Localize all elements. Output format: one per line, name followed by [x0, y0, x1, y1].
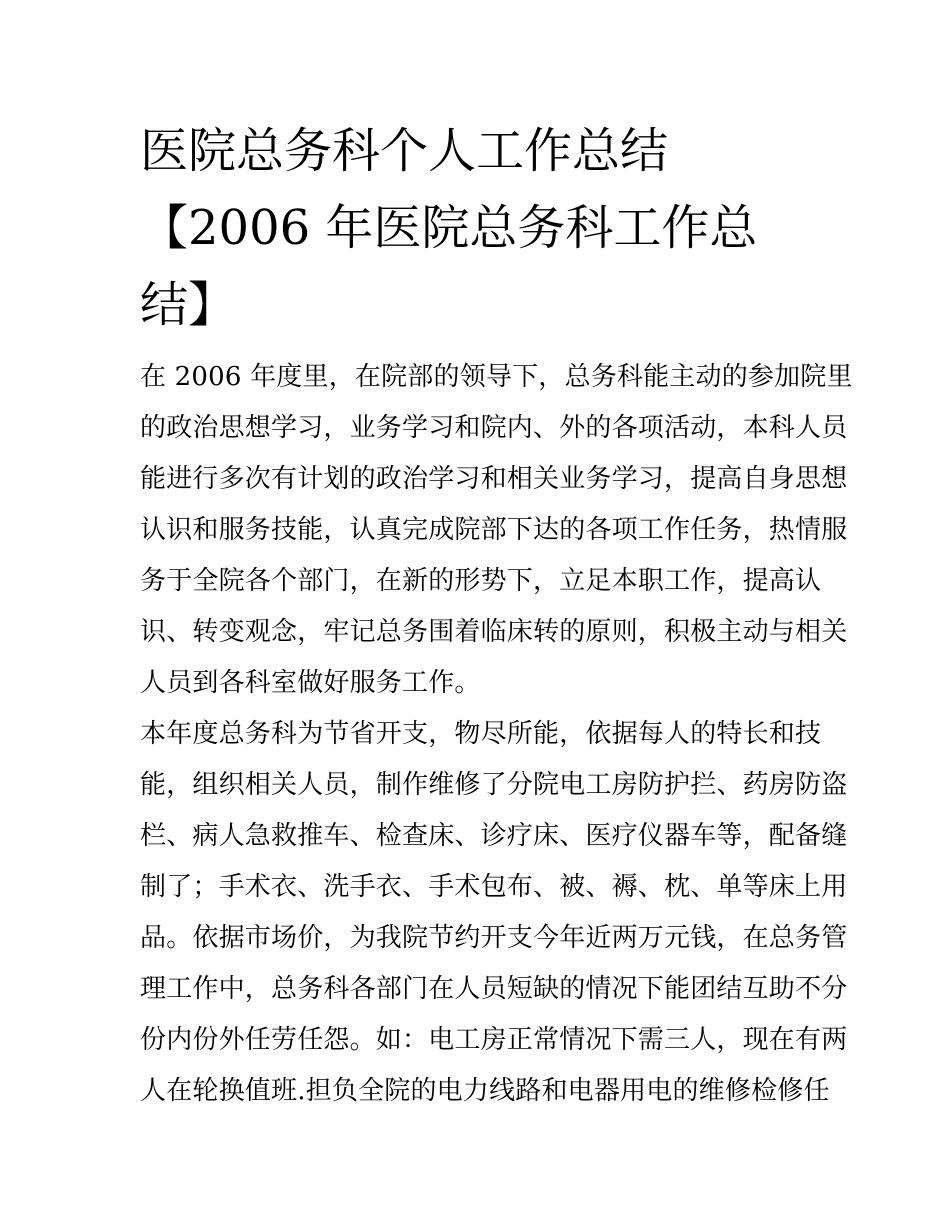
paragraph-line: 品。依据市场价，为我院节约开支今年近两万元钱，在总务管 [140, 923, 848, 953]
paragraph-line: 识、转变观念，牢记总务围着临床转的原则，积极主动与相关 [140, 617, 848, 647]
paragraph-line: 认识和服务技能，认真完成院部下达的各项工作任务，热情服 [140, 515, 848, 545]
paragraph-line: 人在轮换值班.担负全院的电力线路和电器用电的维修检修任 [140, 1076, 830, 1106]
document-body [140, 352, 853, 1117]
paragraph-line: 理工作中，总务科各部门在人员短缺的情况下能团结互助不分 [140, 974, 848, 1004]
paragraph-2 [140, 709, 848, 1117]
paragraph-line: 本年度总务科为节省开支，物尽所能，依据每人的特长和技 [140, 719, 822, 749]
title-line-1: 医院总务科个人工作总结 [140, 123, 669, 179]
paragraph-1 [140, 352, 853, 709]
paragraph-line: 的政治思想学习，业务学习和院内、外的各项活动，本科人员 [140, 413, 848, 443]
title-line-3: 结】 [140, 277, 237, 333]
document-title [140, 113, 820, 344]
paragraph-line: 份内份外任劳任怨。如：电工房正常情况下需三人，现在有两 [140, 1025, 848, 1055]
paragraph-line: 能，组织相关人员，制作维修了分院电工房防护拦、药房防盗 [140, 770, 848, 800]
paragraph-line: 栏、病人急救推车、检查床、诊疗床、医疗仪器车等，配备缝 [140, 821, 848, 851]
paragraph-line: 在 2006 年度里，在院部的领导下，总务科能主动的参加院里 [140, 362, 853, 392]
title-line-2: 【2006 年医院总务科工作总 [140, 200, 758, 256]
paragraph-line: 能进行多次有计划的政治学习和相关业务学习，提高自身思想 [140, 464, 848, 494]
paragraph-line: 务于全院各个部门，在新的形势下，立足本职工作，提高认 [140, 566, 822, 596]
paragraph-line: 人员到各科室做好服务工作。 [140, 668, 481, 698]
paragraph-line: 制了；手术衣、洗手衣、手术包布、被、褥、枕、单等床上用 [140, 872, 848, 902]
